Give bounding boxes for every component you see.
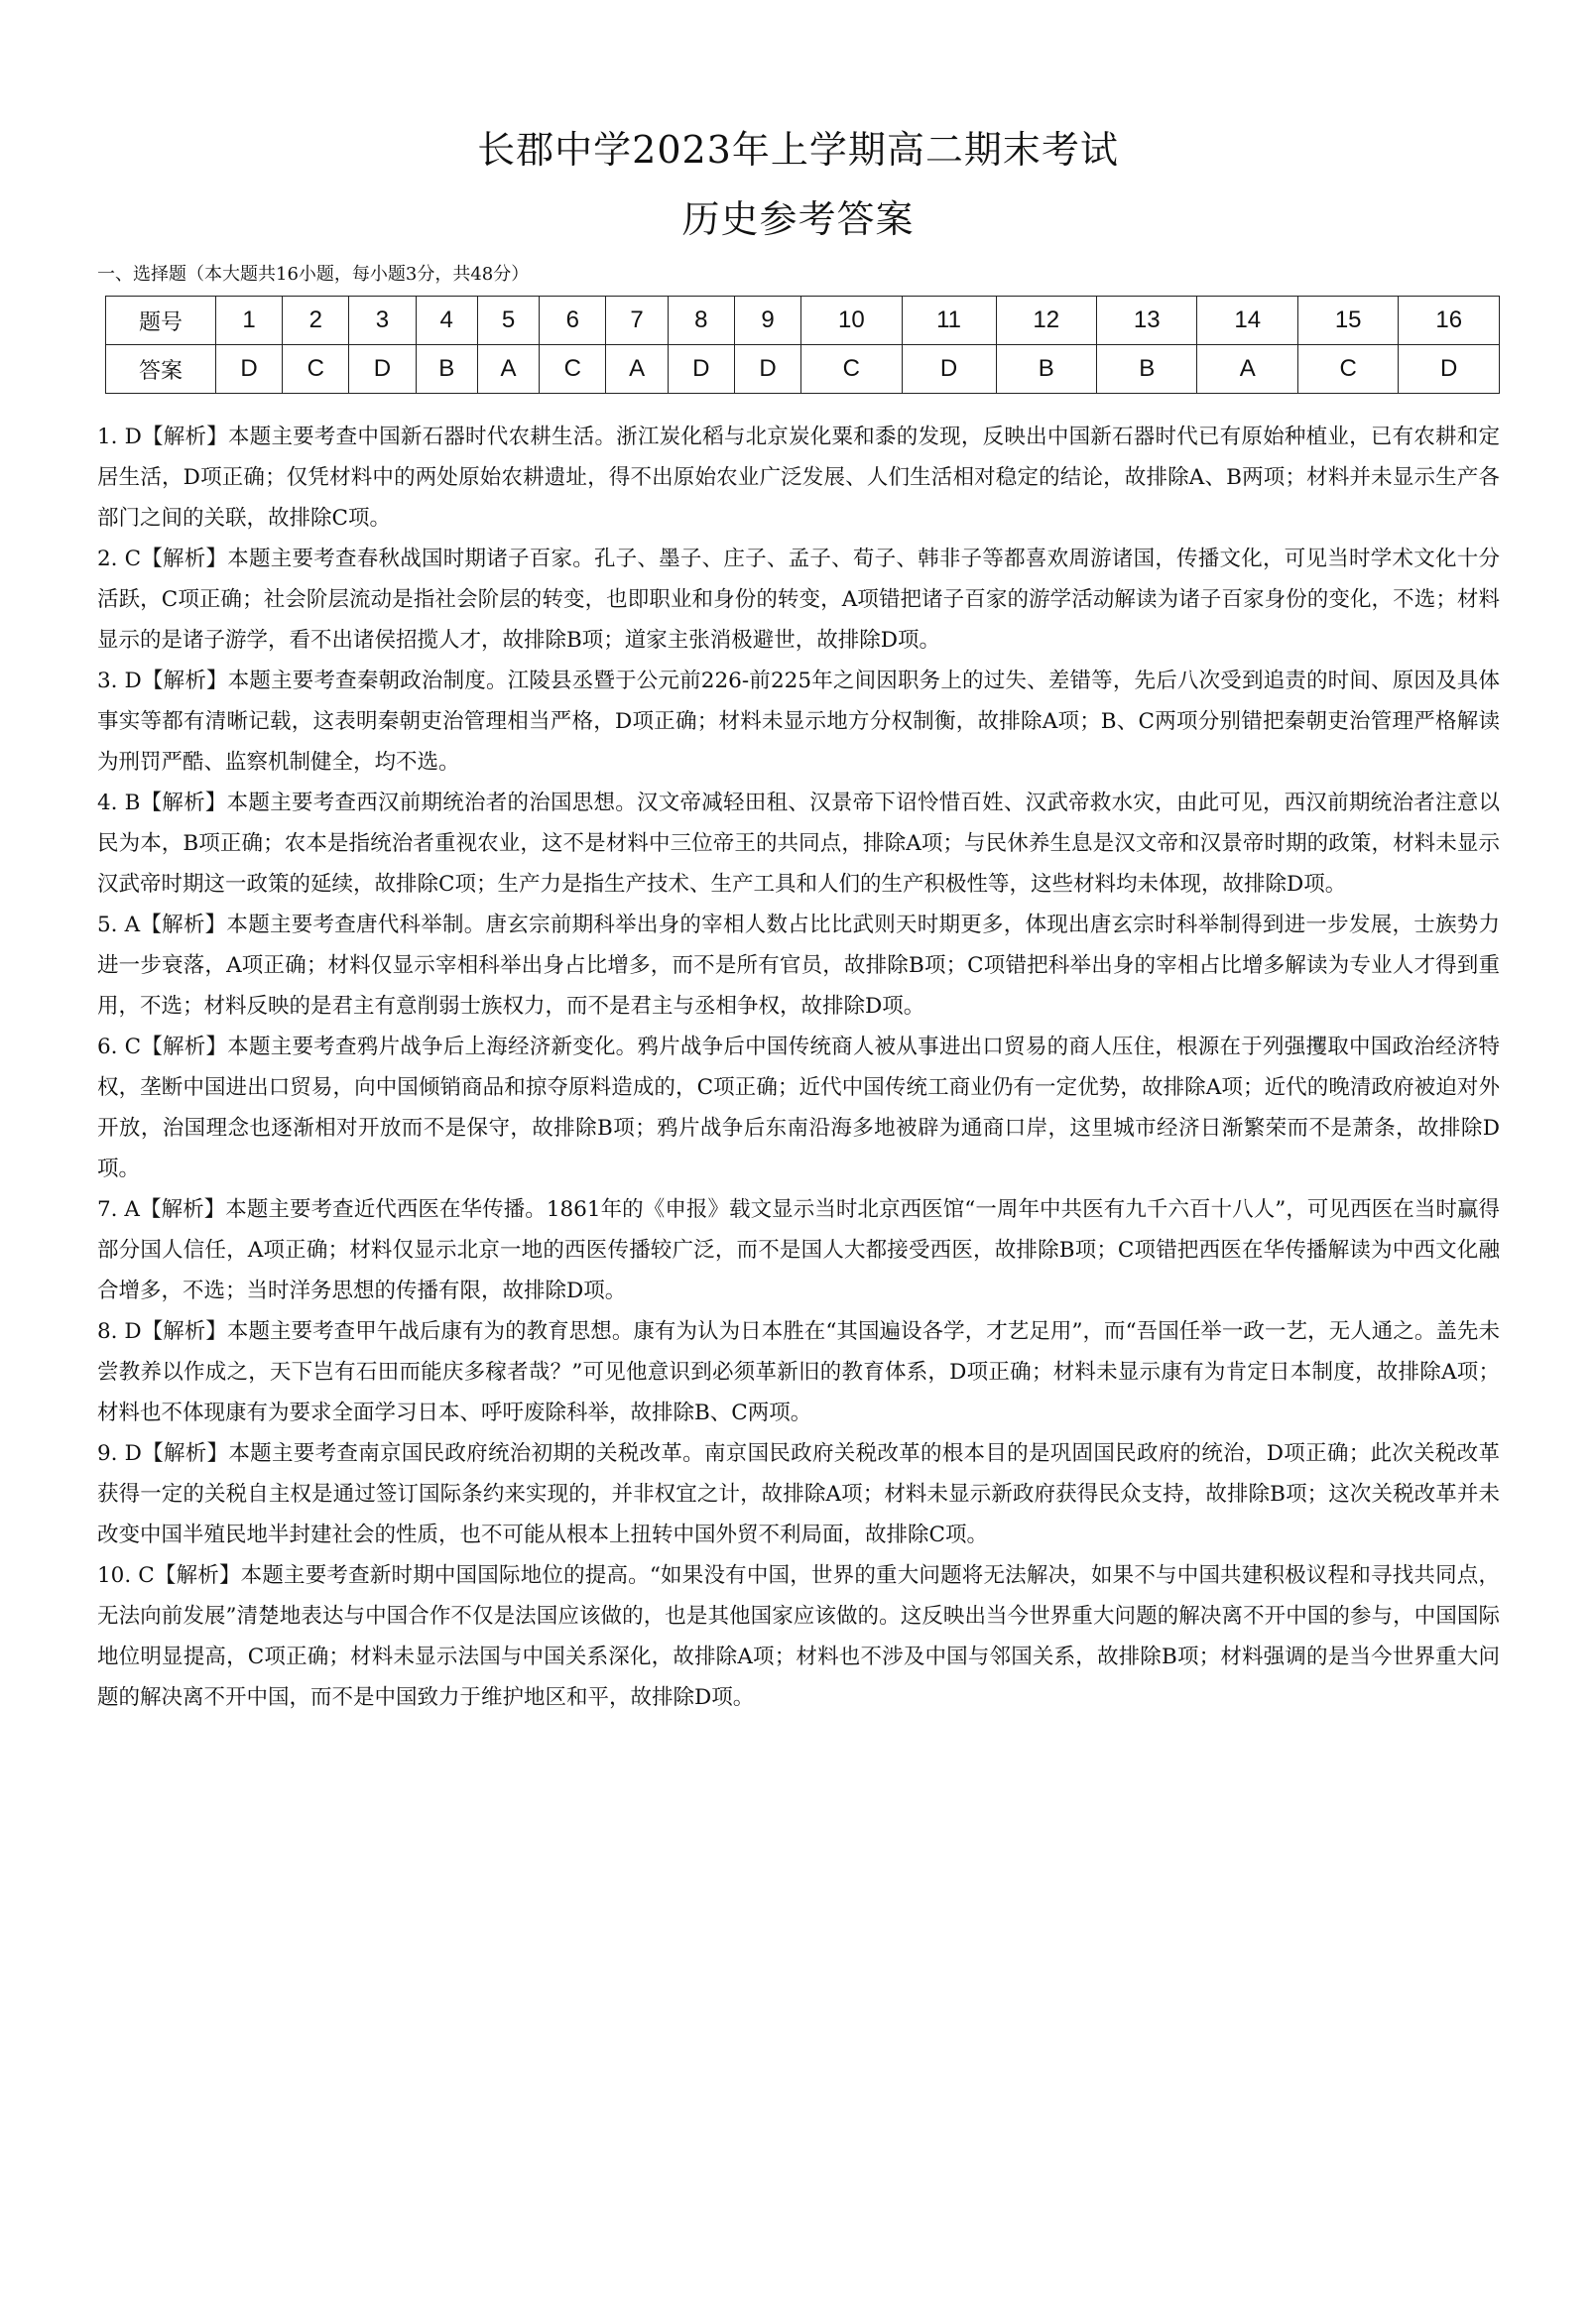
row-label-answer: 答案 (106, 345, 216, 394)
row-label-number: 题号 (106, 297, 216, 345)
answer-cell: C (801, 345, 902, 394)
explanation-paragraph: 4. B【解析】本题主要考查西汉前期统治者的治国思想。汉文帝减轻田租、汉景帝下诏怜惜百姓、汉武帝救水灾，由此可见，西汉前期统治者注意以民为本，B项正确；农本是指统治者重视农业，这不是材料中三位帝王的共同点，排除A项；与民休养生息是汉文帝和汉景帝时期的政策，材料未显示汉武帝时期这一政策的延续，故排除C项；生产力是指生产技术、生产工具和人们的生产积极性等，这些材料均未体现，故排除D项。 (97, 791, 1500, 897)
question-number: 4 (416, 297, 477, 345)
section-heading: 一、选择题（本大题共16小题，每小题3分，共48分） (97, 264, 530, 285)
answer-cell: A (1197, 345, 1297, 394)
answer-cell: B (1097, 345, 1197, 394)
question-number: 6 (540, 297, 606, 345)
explanation-paragraph: 5. A【解析】本题主要考查唐代科举制。唐玄宗前期科举出身的宰相人数占比比武则天时期更多，体现出唐玄宗时科举制得到进一步发展，士族势力进一步衰落，A项正确；材料仅显示宰相科举出身占比增多，而不是所有官员，故排除B项；C项错把科举出身的宰相占比增多解读为专业人才得到重用，不选；材料反映的是君主有意削弱士族权力，而不是君主与丞相争权，故排除D项。 (97, 913, 1500, 1019)
explanation-paragraph: 8. D【解析】本题主要考查甲午战后康有为的教育思想。康有为认为日本胜在“其国遍设各学，才艺足用”，而“吾国任举一政一艺，无人通之。盖先未尝教养以作成之，天下岂有石田而能庆多稼者哉？”可见他意识到必须革新旧的教育体系，D项正确；材料未显示康有为肯定日本制度，故排除A项；材料也不体现康有为要求全面学习日本、呼吁废除科举，故排除B、C两项。 (97, 1319, 1500, 1425)
answer-cell: A (477, 345, 539, 394)
question-number: 12 (996, 297, 1096, 345)
explanations (97, 417, 1500, 1718)
answer-cell: D (668, 345, 734, 394)
question-number: 5 (477, 297, 539, 345)
answer-cell: C (283, 345, 349, 394)
question-number: 11 (902, 297, 996, 345)
question-number: 10 (801, 297, 902, 345)
answer-cell: D (216, 345, 283, 394)
question-number: 15 (1297, 297, 1398, 345)
question-number: 7 (606, 297, 668, 345)
question-number: 2 (283, 297, 349, 345)
answer-row (106, 345, 1500, 394)
explanation-paragraph: 10. C【解析】本题主要考查新时期中国国际地位的提高。“如果没有中国，世界的重大问题将无法解决，如果不与中国共建积极议程和寻找共同点，无法向前发展”清楚地表达与中国合作不仅是法国应该做的，也是其他国家应该做的。这反映出当今世界重大问题的解决离不开中国的参与，中国国际地位明显提高，C项正确；材料未显示法国与中国关系深化，故排除A项；材料也不涉及中国与邻国关系，故排除B项；材料强调的是当今世界重大问题的解决离不开中国，而不是中国致力于维护地区和平，故排除D项。 (97, 1563, 1500, 1710)
question-number: 13 (1097, 297, 1197, 345)
explanation-paragraph: 7. A【解析】本题主要考查近代西医在华传播。1861年的《申报》载文显示当时北京西医馆“一周年中共医有九千六百十八人”，可见西医在当时赢得部分国人信任，A项正确；材料仅显示北京一地的西医传播较广泛，而不是国人大都接受西医，故排除B项；C项错把西医在华传播解读为中西文化融合增多，不选；当时洋务思想的传播有限，故排除D项。 (97, 1197, 1500, 1303)
question-number: 16 (1399, 297, 1500, 345)
question-number-row (106, 297, 1500, 345)
page-title: 长郡中学2023年上学期高二期末考试 (477, 128, 1119, 172)
answer-cell: D (349, 345, 416, 394)
explanation-paragraph: 9. D【解析】本题主要考查南京国民政府统治初期的关税改革。南京国民政府关税改革的根本目的是巩固国民政府的统治，D项正确；此次关税改革获得一定的关税自主权是通过签订国际条约来实现的，并非权宜之计，故排除A项；材料未显示新政府获得民众支持，故排除B项；这次关税改革并未改变中国半殖民地半封建社会的性质，也不可能从根本上扭转中国外贸不利局面，故排除C项。 (97, 1441, 1500, 1547)
answer-cell: D (902, 345, 996, 394)
explanation-paragraph: 1. D【解析】本题主要考查中国新石器时代农耕生活。浙江炭化稻与北京炭化粟和黍的发现，反映出中国新石器时代已有原始种植业，已有农耕和定居生活，D项正确；仅凭材料中的两处原始农耕遗址，得不出原始农业广泛发展、人们生活相对稳定的结论，故排除A、B两项；材料并未显示生产各部门之间的关联，故排除C项。 (97, 425, 1500, 531)
answer-cell: A (606, 345, 668, 394)
answer-cell: D (734, 345, 800, 394)
question-number: 9 (734, 297, 800, 345)
question-number: 1 (216, 297, 283, 345)
answer-cell: C (540, 345, 606, 394)
explanation-paragraph: 2. C【解析】本题主要考查春秋战国时期诸子百家。孔子、墨子、庄子、孟子、荀子、韩非子等都喜欢周游诸国，传播文化，可见当时学术文化十分活跃，C项正确；社会阶层流动是指社会阶层的转变，也即职业和身份的转变，A项错把诸子百家的游学活动解读为诸子百家身份的变化，不选；材料显示的是诸子游学，看不出诸侯招揽人才，故排除B项；道家主张消极避世，故排除D项。 (97, 547, 1500, 653)
answer-table (105, 296, 1500, 394)
question-number: 3 (349, 297, 416, 345)
answer-cell: B (996, 345, 1096, 394)
question-number: 8 (668, 297, 734, 345)
question-number: 14 (1197, 297, 1297, 345)
explanation-paragraph: 6. C【解析】本题主要考查鸦片战争后上海经济新变化。鸦片战争后中国传统商人被从事进出口贸易的商人压住，根源在于列强攫取中国政治经济特权，垄断中国进出口贸易，向中国倾销商品和掠夺原料造成的，C项正确；近代中国传统工商业仍有一定优势，故排除A项；近代的晚清政府被迫对外开放，治国理念也逐渐相对开放而不是保守，故排除B项；鸦片战争后东南沿海多地被辟为通商口岸，这里城市经济日渐繁荣而不是萧条，故排除D项。 (97, 1035, 1500, 1181)
answer-cell: C (1297, 345, 1398, 394)
explanation-paragraph: 3. D【解析】本题主要考查秦朝政治制度。江陵县丞暨于公元前226-前225年之间因职务上的过失、差错等，先后八次受到追责的时间、原因及具体事实等都有清晰记载，这表明秦朝吏治管理相当严格，D项正确；材料未显示地方分权制衡，故排除A项；B、C两项分别错把秦朝吏治管理严格解读为刑罚严酷、监察机制健全，均不选。 (97, 669, 1500, 775)
page-subtitle: 历史参考答案 (681, 197, 915, 241)
answer-cell: D (1399, 345, 1500, 394)
answer-cell: B (416, 345, 477, 394)
